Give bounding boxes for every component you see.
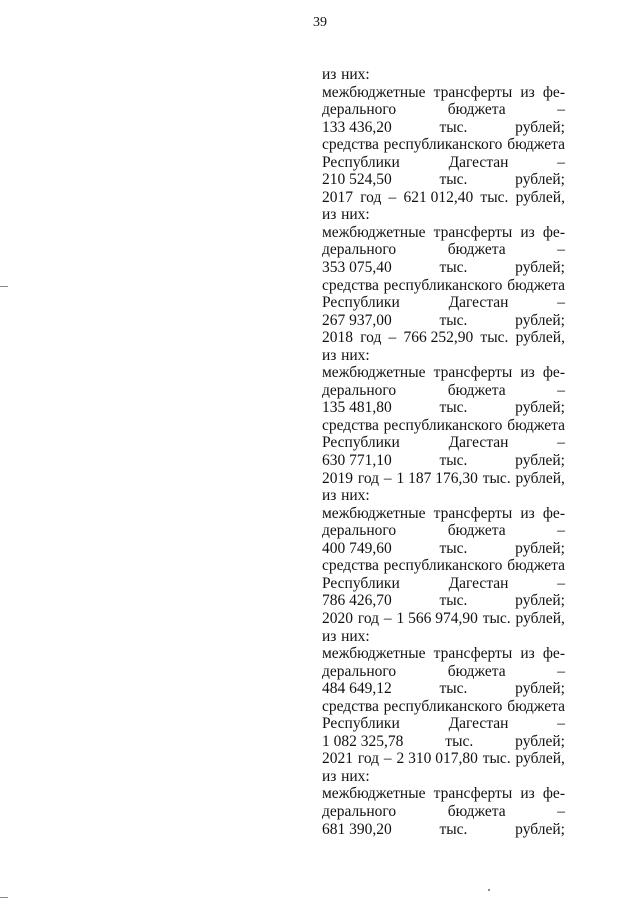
text-word: трансферты [433,645,513,663]
text-word: тыс. [439,399,468,417]
text-line [322,645,565,663]
text-word: рублей; [515,680,565,698]
text-word: них: [341,206,370,224]
text-word: трансферты [433,504,513,522]
text-line [322,785,565,803]
text-line [322,575,565,593]
text-word: 210 524,50 [322,171,392,189]
text-line [322,417,565,435]
text-line [322,399,565,417]
text-line [322,364,565,382]
text-line [322,224,565,242]
text-word: бюджета [507,276,565,294]
text-word: трансферты [433,83,513,101]
text-word: 2018 [322,329,353,347]
text-line [322,750,565,768]
text-word: 1 187 176,30 [396,469,478,487]
text-word: межбюджетные [322,223,426,241]
text-word: рублей; [515,171,565,189]
text-word: республиканского [383,557,503,575]
text-word: тыс. [439,311,468,329]
text-word: дерального [322,662,397,680]
text-word: тыс. [482,609,511,627]
text-word: 2017 [322,188,353,206]
text-word: средства [322,697,379,715]
text-word: них: [341,487,370,505]
text-word: бюджета [447,662,506,680]
text-word: Республики [322,153,400,171]
text-word: республиканского [383,136,503,154]
text-word: – [388,188,397,206]
text-word: бюджета [507,416,565,434]
text-line [322,84,565,102]
text-word: республиканского [383,697,503,715]
text-line [322,259,565,277]
text-word: тыс. [482,750,511,768]
text-word: бюджета [507,136,565,154]
text-word: Дагестан [448,294,509,312]
scan-artifact [0,897,8,898]
text-line [322,382,565,400]
text-word: Дагестан [448,434,509,452]
text-word: из [520,785,535,803]
text-line [322,505,565,523]
text-word: них: [341,767,370,785]
text-line [322,470,565,488]
text-word: из [322,66,337,83]
text-word: 2019 [322,469,353,487]
text-word: из [520,504,535,522]
text-word: 484 649,12 [322,680,392,698]
text-word: средства [322,557,379,575]
text-line [322,154,565,172]
text-word: рублей; [515,399,565,417]
text-word: Дагестан [448,153,509,171]
text-word: рублей; [515,118,565,136]
text-word: межбюджетные [322,645,426,663]
text-word: тыс. [439,592,468,610]
text-line [322,522,565,540]
text-word: тыс. [480,329,509,347]
text-word: – [557,574,565,592]
text-word: рублей, [515,188,565,206]
text-word: межбюджетные [322,364,426,382]
text-word: рублей; [515,592,565,610]
text-line [322,628,565,646]
text-word: – [557,381,565,399]
text-word: фе- [542,645,565,663]
text-word: бюджета [447,241,506,259]
text-word: тыс. [439,820,468,838]
text-word: рублей; [515,259,565,277]
scan-artifact [488,889,490,891]
text-word: рублей, [515,750,565,768]
text-word: бюджета [447,381,506,399]
text-line [322,136,565,154]
text-word: межбюджетные [322,785,426,803]
text-word: трансферты [433,785,513,803]
text-word: 630 771,10 [322,452,392,470]
text-word: них: [341,627,370,645]
text-word: рублей; [515,820,565,838]
text-word: – [557,434,565,452]
text-line [322,312,565,330]
text-line [322,821,565,839]
text-line [322,241,565,259]
text-word: тыс. [439,452,468,470]
text-word: 135 481,80 [322,399,392,417]
text-word: – [557,101,565,119]
text-word: межбюджетные [322,83,426,101]
text-word: тыс. [439,539,468,557]
text-word: бюджета [447,802,506,820]
text-line [322,540,565,558]
text-word: – [557,153,565,171]
text-word: – [557,294,565,312]
text-word: Дагестан [448,715,509,733]
text-word: республиканского [383,416,503,434]
text-word: рублей; [515,539,565,557]
text-word: рублей, [515,609,565,627]
text-line [322,347,565,365]
text-word: Дагестан [448,574,509,592]
text-word: тыс. [480,188,509,206]
scan-artifact [0,286,8,287]
text-word: тыс. [439,118,468,136]
text-word: – [383,750,392,768]
text-line [322,189,565,207]
text-word: рублей; [515,452,565,470]
text-word: дерального [322,802,397,820]
text-word: бюджета [447,522,506,540]
text-word: фе- [542,223,565,241]
text-line [322,803,565,821]
text-word: – [388,329,397,347]
text-word: из [520,83,535,101]
text-line [322,715,565,733]
text-word: из [322,346,337,364]
text-word: 2021 [322,750,353,768]
text-word: – [557,662,565,680]
text-word: Республики [322,574,400,592]
text-line [322,592,565,610]
text-word: год [357,750,380,768]
text-word: фе- [542,504,565,522]
text-word: бюджета [447,101,506,119]
text-line [322,277,565,295]
text-word: дерального [322,381,397,399]
text-word: 1 566 974,90 [396,609,478,627]
text-line [322,733,565,751]
text-word: 133 436,20 [322,118,392,136]
text-word: 400 749,60 [322,539,392,557]
text-line [322,329,565,347]
text-word: трансферты [433,223,513,241]
text-word: средства [322,416,379,434]
text-word: из [322,206,337,224]
text-word: рублей, [515,329,565,347]
text-word: год [357,469,380,487]
text-word: 353 075,40 [322,259,392,277]
text-line [322,680,565,698]
text-line [322,663,565,681]
text-word: – [557,802,565,820]
text-word: тыс. [439,259,468,277]
text-line [322,206,565,224]
text-word: дерального [322,522,397,540]
text-word: год [360,188,382,206]
text-word: фе- [542,785,565,803]
text-word: 786 426,70 [322,592,392,610]
text-word: – [557,241,565,259]
text-line [322,171,565,189]
text-word: 621 012,40 [403,188,474,206]
text-line [322,119,565,137]
text-line [322,557,565,575]
text-word: фе- [542,83,565,101]
text-word: 766 252,90 [403,329,474,347]
text-word: из [322,627,337,645]
text-line [322,452,565,470]
text-line [322,434,565,452]
text-word: них: [341,346,370,364]
body-text [322,66,565,838]
text-word: дерального [322,101,397,119]
text-word: них: [341,66,370,83]
text-line [322,101,565,119]
text-word: из [322,487,337,505]
text-word: рублей; [515,311,565,329]
text-line [322,768,565,786]
text-word: бюджета [507,557,565,575]
text-word: трансферты [433,364,513,382]
text-word: Республики [322,434,400,452]
text-word: 2020 [322,609,353,627]
text-word: год [357,609,380,627]
text-line [322,698,565,716]
text-word: республиканского [383,276,503,294]
text-word: межбюджетные [322,504,426,522]
text-word: – [383,469,392,487]
text-word: тыс. [439,171,468,189]
text-word: средства [322,276,379,294]
text-line [322,66,565,84]
text-word: 681 390,20 [322,820,392,838]
text-word: фе- [542,364,565,382]
text-word: – [557,715,565,733]
text-word: рублей, [515,469,565,487]
text-word: рублей; [515,732,565,750]
text-word: бюджета [507,697,565,715]
text-word: тыс. [482,469,511,487]
text-word: – [557,522,565,540]
text-line [322,610,565,628]
text-word: тыс. [445,732,474,750]
text-word: из [520,364,535,382]
text-word: Республики [322,715,400,733]
text-line [322,294,565,312]
text-line [322,487,565,505]
text-word: 2 310 017,80 [396,750,478,768]
text-word: из [520,223,535,241]
text-word: год [360,329,382,347]
text-word: тыс. [439,680,468,698]
text-word: из [322,767,337,785]
text-word: – [383,609,392,627]
text-word: дерального [322,241,397,259]
page-number: 39 [313,15,327,30]
text-word: 1 082 325,78 [322,732,404,750]
text-word: 267 937,00 [322,311,392,329]
text-word: Республики [322,294,400,312]
text-word: из [520,645,535,663]
text-word: средства [322,136,379,154]
